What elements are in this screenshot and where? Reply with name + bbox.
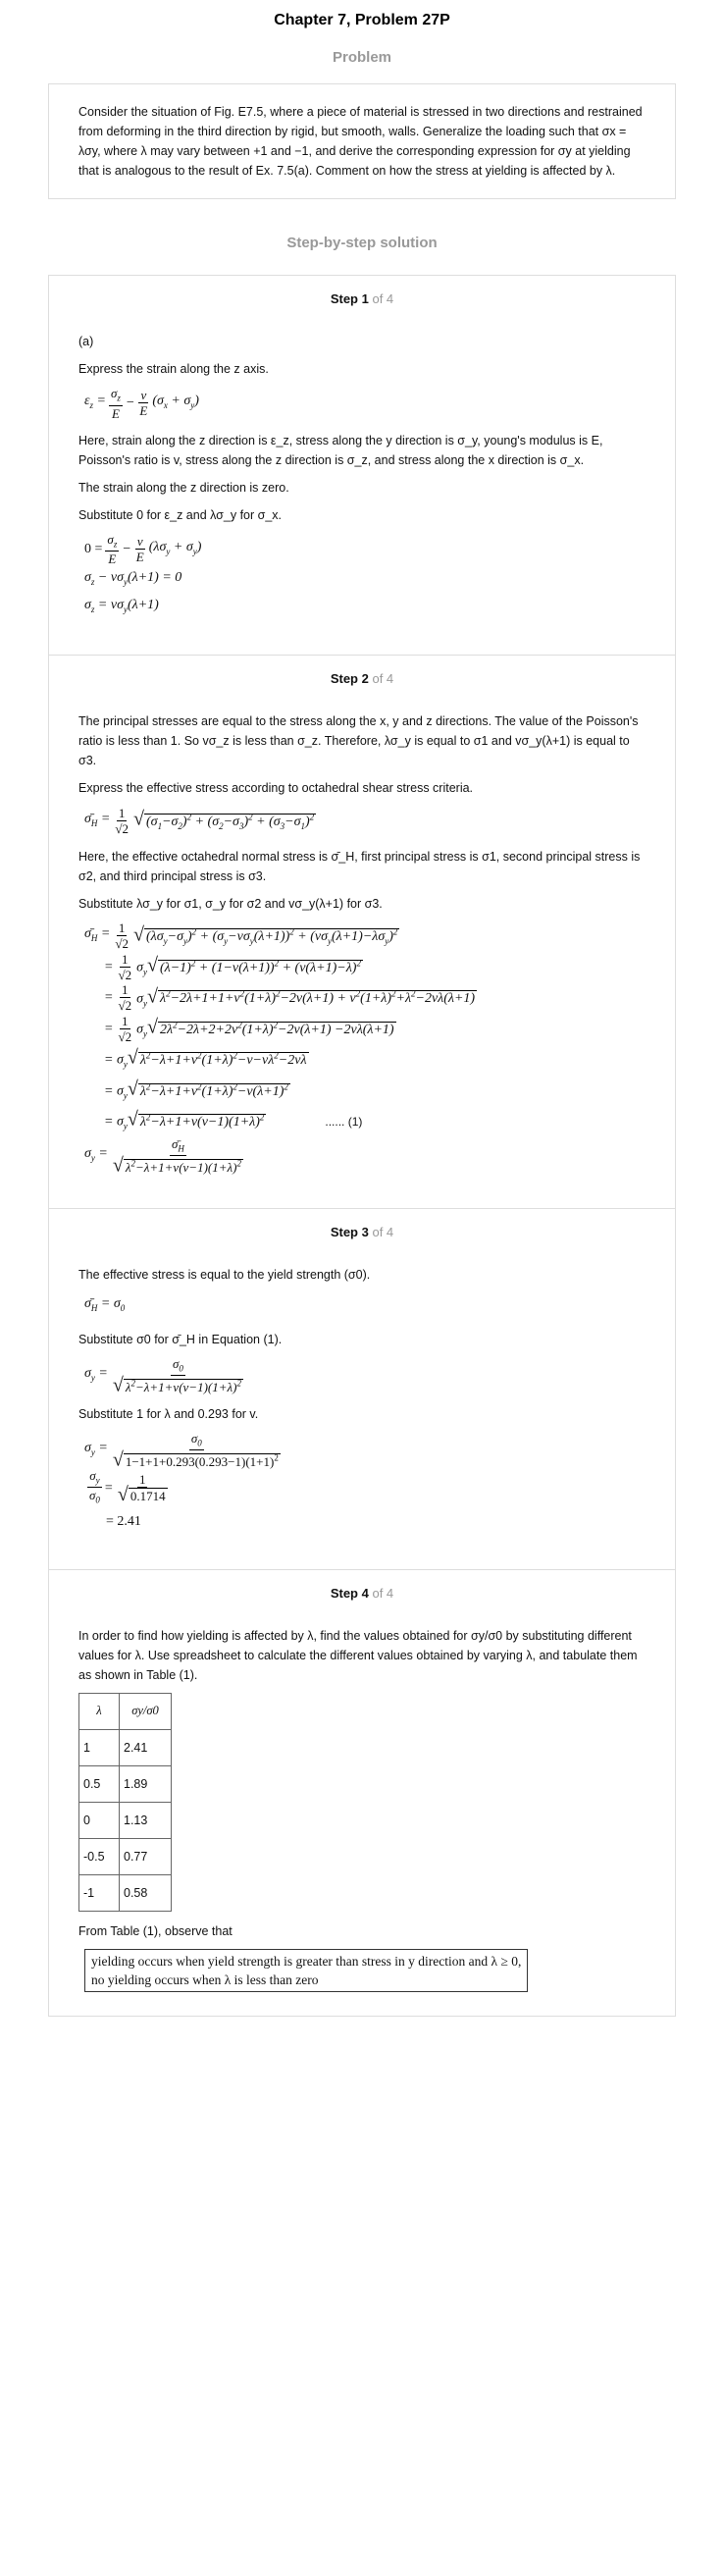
page-title: Chapter 7, Problem 27P [274,12,450,28]
problem-label: Problem [332,49,391,66]
step-2 [49,655,675,1208]
step-3 [49,1208,675,1569]
step-3-text-3: Substitute 1 for λ and 0.293 for v. [78,1406,259,1421]
equation-number: ...... (1) [325,1115,363,1130]
table-cell: 1 [79,1729,120,1765]
table-row [79,1802,172,1838]
step-2-text-1: The principal stresses are equal to the stress along the x, y and z directions. The value of the Poisson's ratio is less than 1. So vσ_z is less than σ_z. Therefore, λσ_y is equal to σ1 and vσ_y(λ+1) is equal to σ3. [78,714,639,768]
table-cell: 0.5 [79,1765,120,1802]
part-label: (a) [78,335,94,348]
table-row [79,1765,172,1802]
step-4-text-2: From Table (1), observe that [78,1923,233,1938]
effective-stress-derivation: $\sigmā_H$ = $\frac{1}{√2}$ √ $(\lambda\sigma_y-\sigma_y)^2 + (\sigma_y-v\sigma_y(\lambda+1))^2 + (v\sigma_y(\lambda+1)-\lambda\sigma_y)^2$ = $\frac{1}{√2}$ $\sigma_y√$ $(\lambda-1)^2 + (1-v(\lambda+1))^2 + (v(\lambda+1)-\lambda)^2$ = $\frac{1}{√2}$ $\sigma_y√$ $\lambda^2-2\lambda+1+1+v^2(1+\lambda)^2-2v(\lambda+1) + v^2(1+\lambda)^2+\lambda^2-2v\lambda(\lambda+1)$ = $\frac{1}{√2}$ $\sigma_y√$ $2\lambda^2-2\lambda+2+2v^2(1+\lambda)^2-2v(\lambda+1) -2v\lambda(\lambda+1)$ = $\sigma_y√$ $\lambda^2-\lambda+1+v^2(1+\lambda)^2-v-v\lambda^2-2v\lambda$ = $\sigma_y√$ $\lambda^2-\lambda+1+v^2(1+\lambda)^2-v(\lambda+1)^2$ = $\sigma_y√$ $\lambda^2-\lambda+1+v(v-1)(1+\lambda)^2$ ...... (1) $\sigma_y$ = $\frac{\sigmā_H}{√ \lambda^2-\lambda+1+v(v-1)(1+\lambda)^2}$ [84,920,476,1177]
step-2-text-4: Substitute λσ_y for σ1, σ_y for σ2 and vσ_y(λ+1) for σ3. [78,896,383,911]
step-1 [49,276,675,655]
table-cell: -1 [79,1874,120,1911]
answer-line: yielding occurs when yield strength is greater than stress in y direction and λ ≥ 0, [91,1953,522,1969]
step-2-title [78,671,646,686]
table-cell: 0.58 [120,1874,172,1911]
table-header: λ [79,1693,120,1729]
problem-text: Consider the situation of Fig. E7.5, where a piece of material is stressed in two directions and restrained from deforming in the third direction by rigid, but smooth, walls. Generalize the loading such that σx = λσy, where λ may vary between +1 and −1, and derive the corresponding expression for σy at yielding that is analogous to the result of Ex. 7.5(a). Comment on how the stress at yielding is affected by λ. [78,105,643,178]
solution-label: Step-by-step solution [286,235,438,251]
numeric-evaluation: $\sigma_y$ = $\frac{\sigma_0}{√ 1-1+1+0.293(0.293-1)(1+1)^2}$ $\frac{\sigma_y}{\sigma_0}$ = $\frac{1}{√ 0.1714}$ = 2.41 [84,1432,646,1536]
octahedral-equation: $\sigmā_H$ = $\frac{1}{√2}$ √ $(\sigma_1-\sigma_2)^2 + (\sigma_2-\sigma_3)^2 + (\sigma_3-\sigma_1)^2$ [84,805,315,836]
table-row [79,1874,172,1911]
table-cell: 0 [79,1802,120,1838]
final-answer-box [84,1949,528,1992]
strain-equation: $\varepsilon_z$ = $\frac{\sigma_z}{E}$ − $\frac{v}{E}$ $(\sigma_x + \sigma_y)$ [84,386,199,421]
step-3-title [78,1225,646,1239]
step-4-text-1: In order to find how yielding is affected by λ, find the values obtained for σy/σ0 by substituting different values for λ. Use spreadsheet to calculate the different values obtained by varying λ, and tabulate them as shown in Table (1). [78,1628,638,1682]
step-of: of 4 [372,671,394,687]
results-table [78,1693,172,1912]
table-cell: 1.89 [120,1765,172,1802]
step-label: Step 2 [330,671,369,687]
table-cell: 0.77 [120,1838,172,1874]
step-of: of 4 [372,1585,394,1601]
problem-box [48,83,676,199]
step-1-text-2: Here, strain along the z direction is ε_z, stress along the y direction is σ_y, young's modulus is E, Poisson's ratio is v, stress along the z direction is σ_z, and stress along the x direction is σ_x. [78,433,603,467]
table-cell: 1.13 [120,1802,172,1838]
step-label: Step 3 [330,1224,369,1239]
step-3-text-1: The effective stress is equal to the yield strength (σ0). [78,1267,371,1282]
step-1-text-3: The strain along the z direction is zero. [78,480,289,495]
step-4 [49,1569,675,2016]
table-row [79,1729,172,1765]
step-of: of 4 [372,1224,394,1239]
step-label: Step 1 [330,291,369,306]
yield-stress-equation: $\sigma_y$ = $\frac{\sigma_0}{√ \lambda^2-\lambda+1+v(v-1)(1+\lambda)^2}$ [84,1355,241,1396]
step-1-title [78,291,646,306]
zero-strain-derivation: 0 = $\frac{\sigma_z}{E}$ − $\frac{v}{E}$ $(\lambda\sigma_y + \sigma_y)$ $\sigma_z - v\sigma_y(\lambda+1) = 0$ $\sigma_z = v\sigma_y(\lambda+1)$ [84,531,202,615]
answer-line: no yielding occurs when λ is less than zero [91,1971,319,1987]
table-header: σy/σ0 [120,1693,172,1729]
step-of: of 4 [372,291,394,306]
table-row [79,1838,172,1874]
table-cell: -0.5 [79,1838,120,1874]
step-2-text-2: Express the effective stress according to octahedral shear stress criteria. [78,781,474,796]
step-3-text-2: Substitute σ0 for σ̄_H in Equation (1). [78,1332,283,1346]
yield-condition: $\sigmā_H = \sigma_0$ [84,1295,126,1313]
step-4-title [78,1586,646,1601]
step-label: Step 4 [330,1585,369,1601]
table-cell: 2.41 [120,1729,172,1765]
step-1-text-4: Substitute 0 for ε_z and λσ_y for σ_x. [78,507,283,522]
step-2-text-3: Here, the effective octahedral normal stress is σ̄_H, first principal stress is σ1, second principal stress is σ2, and third principal stress is σ3. [78,849,641,883]
step-1-text-1: Express the strain along the z axis. [78,362,269,376]
table-header-row [79,1693,172,1729]
solution-steps [48,275,676,2017]
step-3-result: = 2.41 [106,1513,141,1529]
